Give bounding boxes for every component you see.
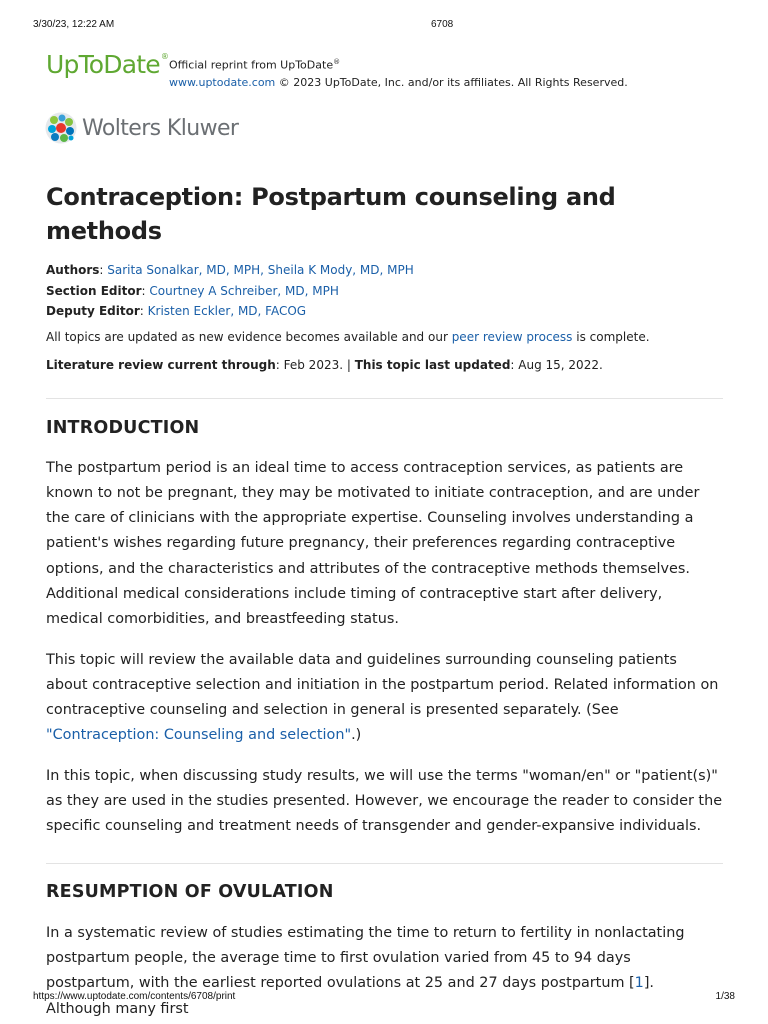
intro-p2-text: This topic will review the available data and guidelines surrounding counseling patients about contraceptive selection and initiation in the postpartum period. Related information on contraceptive counseling and selection in general is presented separately. (See: [46, 651, 719, 719]
brand-header: [46, 52, 728, 92]
intro-paragraph-3: In this topic, when discussing study results, we will use the terms "woman/en" or "patient(s)" as they are used in the studies presented. However, we encourage the reader to consider the specific counseling and treatment needs of transgender and gender-expansive individuals.: [46, 767, 723, 835]
lit-review-label: Literature review current through: [46, 357, 276, 372]
counseling-selection-link[interactable]: "Contraception: Counseling and selection": [46, 727, 352, 744]
copyright-text: © 2023 UpToDate, Inc. and/or its affiliates. All Rights Reserved.: [275, 75, 628, 89]
article-title: Contraception: Postpartum counseling and methods: [46, 183, 616, 245]
article: [46, 180, 723, 1022]
deputy-editor-line: Deputy Editor: Kristen Eckler, MD, FACOG: [46, 304, 307, 318]
print-url: https://www.uptodate.com/contents/6708/print: [33, 991, 236, 1002]
review-dates: [46, 355, 723, 375]
intro-paragraph-2: [46, 648, 723, 749]
section-editor-link[interactable]: Courtney A Schreiber, MD, MPH: [149, 283, 339, 298]
uptodate-site-link[interactable]: www.uptodate.com: [169, 75, 276, 89]
article-credits: [46, 260, 723, 322]
uptodate-logo-text: UpToDate: [46, 50, 160, 79]
wolters-kluwer-wordmark: Wolters Kluwer: [82, 116, 239, 141]
update-note-end: is complete.: [572, 329, 650, 344]
section-editor-label: Section Editor: [46, 283, 142, 298]
authors-label: Authors: [46, 263, 100, 277]
update-note-text: All topics are updated as new evidence becomes available and our: [46, 329, 452, 344]
authors-link[interactable]: Sarita Sonalkar, MD, MPH, Sheila K Mody, MD, MPH: [107, 263, 414, 277]
ovulation-p1-text: In a systematic review of studies estimating the time to return to fertility in nonlactating postpartum people, the average time to first ovulation varied from 45 to 94 days postpartum, with the earliest reported ovulations at 25 and 27 days postpartum [: [46, 924, 685, 992]
ovulation-p1-end: ]. Although many first: [46, 975, 655, 1017]
lit-review-value: : Feb 2023. |: [275, 357, 355, 372]
uptodate-logo[interactable]: [46, 52, 168, 77]
reprint-line: Official reprint from UpToDate: [169, 58, 334, 72]
intro-paragraph-1: The postpartum period is an ideal time to access contraception services, as patients are known to not be pregnant, they may be motivated to initiate contraception, and are under the care of clinicians with the appropriate expertise. Counseling involves understanding a patient's wishes regarding future pregnancy, their preferences regarding contraceptive options, and the characteristics and attributes of the contraceptive methods themselves. Additional medical considerations include timing of contraceptive start after delivery, medical comorbidities, and breastfeeding status.: [46, 459, 700, 628]
resumption-heading: RESUMPTION OF OVULATION: [46, 881, 334, 902]
reprint-notice: [169, 54, 628, 91]
registered-mark: ®: [160, 52, 169, 61]
introduction-heading: INTRODUCTION: [46, 417, 200, 438]
reference-link[interactable]: 1: [634, 975, 644, 992]
intro-p2-end: .): [351, 727, 362, 744]
last-updated-label: This topic last updated: [354, 357, 511, 372]
wolters-kluwer-mark-icon: [45, 112, 77, 144]
peer-review-link[interactable]: peer review process: [451, 329, 573, 344]
deputy-editor-label: Deputy Editor: [46, 304, 140, 318]
last-updated-value: : Aug 15, 2022.: [510, 357, 603, 372]
registered-mark: ®: [333, 58, 341, 66]
update-note: [46, 327, 723, 347]
authors-line: Authors: Sarita Sonalkar, MD, MPH, Sheila K Mody, MD, MPH: [46, 263, 414, 277]
ovulation-paragraph-1: [46, 921, 723, 1022]
section-divider: [46, 863, 723, 864]
section-divider: [46, 398, 723, 399]
deputy-editor-link[interactable]: Kristen Eckler, MD, FACOG: [147, 304, 307, 318]
page-number: 1/38: [715, 991, 735, 1002]
section-editor-line: Section Editor: Courtney A Schreiber, MD, MPH: [46, 283, 339, 298]
print-doc-id: 6708: [431, 19, 454, 30]
print-datetime: 3/30/23, 12:22 AM: [33, 19, 115, 30]
